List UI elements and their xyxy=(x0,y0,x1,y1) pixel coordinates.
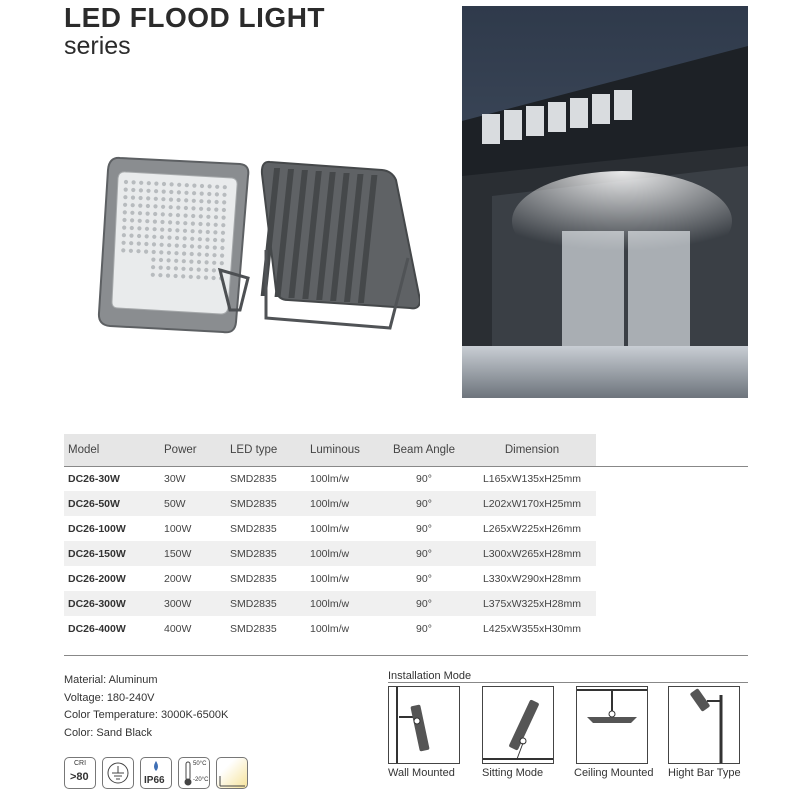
led-type-cell: SMD2835 xyxy=(230,622,277,635)
table-row xyxy=(64,516,748,541)
column-header: Dimension xyxy=(468,434,596,466)
table-divider-top xyxy=(64,466,748,467)
led-type-cell: SMD2835 xyxy=(230,522,277,535)
model-cell: DC26-100W xyxy=(68,522,126,535)
beam-angle-cell: 90° xyxy=(380,591,468,616)
column-header: Luminous xyxy=(306,434,380,466)
row-spacer xyxy=(596,591,748,616)
ground-icon xyxy=(102,757,134,789)
row-spacer xyxy=(596,491,748,516)
dimension-cell: L265xW225xH26mm xyxy=(482,522,582,535)
luminous-cell: 100lm/w xyxy=(310,522,350,535)
page-title: LED FLOOD LIGHT xyxy=(64,2,326,33)
cri-icon: CRI >80 xyxy=(64,757,96,789)
power-cell: 400W xyxy=(164,622,192,635)
model-cell: DC26-300W xyxy=(64,591,160,616)
installation-divider xyxy=(388,682,748,683)
column-header: Model xyxy=(64,434,160,466)
material-text: Material: Aluminum xyxy=(64,674,158,686)
luminous-cell: 100lm/w xyxy=(306,591,380,616)
beam-angle-cell: 90° xyxy=(416,522,432,535)
dimension-cell: L300xW265xH28mm xyxy=(468,541,596,566)
power-cell: 30W xyxy=(164,472,186,485)
dimension-cell: L375xW325xH28mm xyxy=(468,591,596,616)
luminous-cell: 100lm/w xyxy=(306,491,380,516)
ip-rating-icon: IP66 xyxy=(140,757,172,789)
table-row xyxy=(64,466,748,491)
power-cell: 50W xyxy=(160,491,226,516)
table-row xyxy=(64,616,748,641)
page-subtitle: series xyxy=(64,32,131,60)
dimension-cell: L330xW290xH28mm xyxy=(482,572,582,585)
power-cell: 100W xyxy=(164,522,192,535)
light-color-icon xyxy=(216,757,248,789)
model-cell: DC26-30W xyxy=(68,472,120,485)
mode-label-high-bar: Hight Bar Type xyxy=(668,767,741,779)
table-header-row xyxy=(64,434,748,466)
beam-angle-cell: 90° xyxy=(380,541,468,566)
table-divider-bottom xyxy=(64,655,748,656)
beam-angle-cell: 90° xyxy=(416,472,432,485)
table-row xyxy=(64,541,748,566)
led-type-cell: SMD2835 xyxy=(230,472,277,485)
power-cell: 200W xyxy=(164,572,192,585)
luminous-cell: 100lm/w xyxy=(310,622,350,635)
row-spacer xyxy=(596,616,748,641)
table-row xyxy=(64,566,748,591)
flood-light-front-icon xyxy=(99,158,248,332)
beam-angle-cell: 90° xyxy=(380,491,468,516)
power-cell: 300W xyxy=(160,591,226,616)
model-cell: DC26-400W xyxy=(68,622,126,635)
column-header: Power xyxy=(160,434,226,466)
dimension-cell: L425xW355xH30mm xyxy=(482,622,582,635)
sitting-mode-diagram xyxy=(482,686,554,764)
led-type-cell: SMD2835 xyxy=(226,491,306,516)
luminous-cell: 100lm/w xyxy=(310,472,350,485)
voltage-text: Voltage: 180-240V xyxy=(64,691,155,704)
color-temperature-text: Color Temperature: 3000K-6500K xyxy=(64,709,229,721)
row-spacer xyxy=(596,516,748,541)
dimension-cell: L202xW170xH25mm xyxy=(468,491,596,516)
luminous-cell: 100lm/w xyxy=(310,572,350,585)
table-row xyxy=(64,491,748,516)
row-spacer xyxy=(596,466,748,491)
temperature-icon: 50°C -20°C xyxy=(178,757,210,789)
mode-label-wall: Wall Mounted xyxy=(388,767,455,779)
mode-label-sitting: Sitting Mode xyxy=(482,767,544,779)
column-header-spacer xyxy=(596,434,748,466)
product-image xyxy=(90,150,420,350)
model-cell: DC26-50W xyxy=(64,491,160,516)
feature-icons xyxy=(64,757,248,789)
table-row xyxy=(64,591,748,616)
model-cell: DC26-150W xyxy=(64,541,160,566)
led-type-cell: SMD2835 xyxy=(230,572,277,585)
beam-angle-cell: 90° xyxy=(416,622,432,635)
wall-mounted-diagram xyxy=(388,686,460,764)
ceiling-mounted-diagram xyxy=(576,686,648,764)
row-spacer xyxy=(596,541,748,566)
column-header: Beam Angle xyxy=(380,434,468,466)
column-header: LED type xyxy=(226,434,306,466)
dimension-cell: L165xW135xH25mm xyxy=(482,472,582,485)
spec-list xyxy=(64,672,228,742)
flood-light-back-icon xyxy=(261,162,420,328)
led-type-cell: SMD2835 xyxy=(226,591,306,616)
model-cell: DC26-200W xyxy=(68,572,126,585)
mode-label-ceiling: Ceiling Mounted xyxy=(574,767,654,779)
luminous-cell: 100lm/w xyxy=(306,541,380,566)
led-type-cell: SMD2835 xyxy=(226,541,306,566)
installation-title: Installation Mode xyxy=(388,670,472,682)
building-night-photo xyxy=(462,6,748,398)
high-bar-diagram xyxy=(668,686,740,764)
color-text: Color: Sand Black xyxy=(64,726,153,739)
power-cell: 150W xyxy=(160,541,226,566)
row-spacer xyxy=(596,566,748,591)
beam-angle-cell: 90° xyxy=(416,572,432,585)
